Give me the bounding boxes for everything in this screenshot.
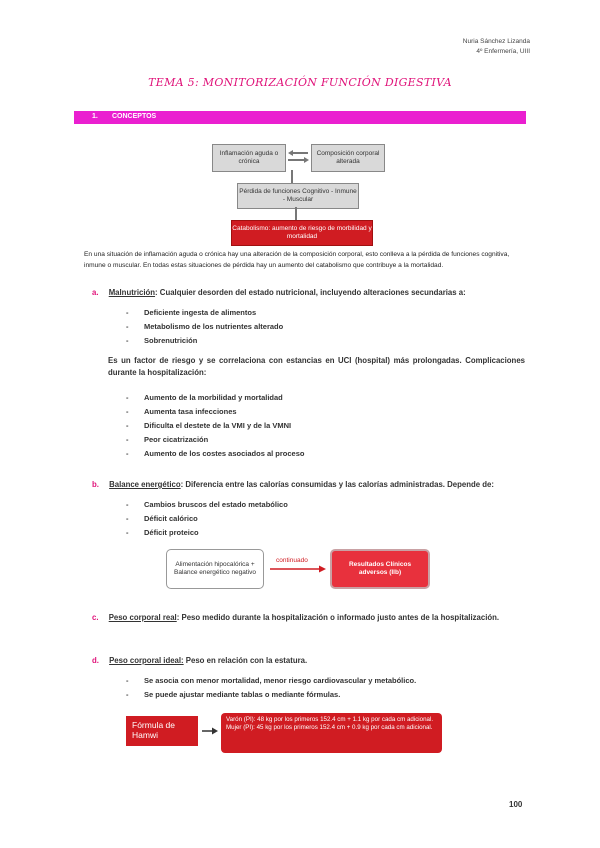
diagram-composition-text: Composición corporal alterada [316, 150, 380, 165]
list-item: - Se asocia con menor mortalidad, menor riesgo cardiovascular y metabólico. [126, 676, 417, 685]
diagram-catabolism-box [231, 220, 373, 246]
header-course: 4º Enfermería, UIII [476, 48, 530, 55]
list-item: - Metabolismo de los nutrientes alterado [126, 322, 284, 331]
header-author: Nuria Sánchez Lizanda [462, 38, 530, 45]
list-item: - Peor cicatrización [126, 435, 209, 444]
down-arrow-icon-2 [291, 207, 301, 221]
item-d-heading [92, 656, 307, 665]
item-a-bullet-list [126, 306, 283, 348]
item-a-definition: : Cualquier desorden del estado nutricional, incluyendo alteraciones secundarias a: [155, 288, 466, 297]
list-item: - Déficit proteico [126, 528, 199, 537]
item-c-paragraph [92, 612, 526, 624]
list-item: - Déficit calórico [126, 514, 198, 523]
item-b-term: Balance energético [109, 480, 181, 489]
intro-paragraph: En una situación de inflamación aguda o crónica hay una alteración de la composición corporal, esto conlleva a la pérdida de funciones cognitiva, inmune o muscular. En todas estas situaciones de pérdida hay un aumento del catabolismo que contribuye a la mortalidad. [84, 251, 510, 269]
item-b-heading [92, 480, 494, 489]
item-a-heading [92, 288, 466, 297]
diagram-adverse-results-box [330, 549, 430, 589]
diagram-inflammation-box [212, 144, 286, 172]
item-d-letter: d. [92, 656, 99, 665]
list-item: - Aumento de la morbilidad y mortalidad [126, 393, 283, 402]
list-item: - Aumenta tasa infecciones [126, 407, 237, 416]
item-a-complications-list [126, 391, 304, 461]
list-item: - Se puede ajustar mediante tablas o mediante fórmulas. [126, 690, 341, 699]
list-item: - Cambios bruscos del estado metabólico [126, 500, 288, 509]
item-d-term: Peso corporal ideal: [109, 656, 184, 665]
list-item: - Aumento de los costes asociados al proceso [126, 449, 305, 458]
item-d-definition: Peso en relación con la estatura. [183, 656, 308, 665]
item-d-bullet-list [126, 674, 416, 702]
formula-label-box [126, 716, 198, 746]
formula-female: Mujer (PI): 45 kg por los primeros 152.4 cm + 0.9 kg por cada cm adicional. [226, 724, 433, 731]
item-c-term: Peso corporal real [108, 613, 177, 622]
section-label: CONCEPTOS [112, 113, 157, 120]
formula-arrow-icon [200, 725, 220, 737]
item-a-text: Es un factor de riesgo y se correlaciona con estancias en UCI (hospital) más prolongadas. Complicaciones durante la hospitalización: [108, 356, 525, 377]
down-arrow-icon [287, 170, 297, 184]
formula-details-box [221, 713, 442, 753]
page-title: TEMA 5: MONITORIZACIÓN FUNCIÓN DIGESTIVA [148, 76, 452, 89]
diagram-hypocaloric-box [166, 549, 264, 589]
list-item: - Sobrenutrición [126, 336, 198, 345]
item-c-definition: : Peso medido durante la hospitalización o informado justo antes de la hospitalización. [176, 613, 500, 622]
item-a-term: Malnutrición [108, 288, 156, 297]
section-bar [74, 111, 526, 124]
diagram-arrow-label: continuado [276, 557, 308, 564]
diagram-hypocaloric-text: Alimentación hipocalórica + Balance energético negativo [173, 561, 257, 576]
diagram-loss-functions-text: Pérdida de funciones Cognitivo - Inmune - Muscular [239, 188, 357, 203]
item-a-letter: a. [92, 288, 99, 297]
list-item: - Deficiente ingesta de alimentos [126, 308, 257, 317]
formula-label: Fórmula de Hamwi [132, 720, 175, 740]
double-arrow-icon [286, 148, 310, 166]
diagram-inflammation-text: Inflamación aguda o crónica [219, 150, 279, 165]
right-arrow-icon [268, 564, 328, 574]
formula-male: Varón (PI): 48 kg por los primeros 152.4 cm + 1.1 kg por cada cm adicional. [226, 716, 434, 723]
item-b-letter: b. [92, 480, 99, 489]
item-b-definition: : Diferencia entre las calorías consumidas y las calorías administradas. Depende de: [180, 480, 494, 489]
diagram-adverse-results-text: Resultados Clínicos adversos (IIb) [348, 561, 412, 576]
list-item: - Dificulta el destete de la VMI y de la VMNI [126, 421, 292, 430]
item-c-letter: c. [92, 613, 99, 622]
diagram-composition-box [311, 144, 385, 172]
section-number: 1. [92, 113, 98, 120]
item-b-bullet-list [126, 498, 288, 540]
page-number: 100 [509, 800, 523, 809]
diagram-catabolism-text: Catabolismo: aumento de riesgo de morbilidad y mortalidad [232, 225, 372, 240]
diagram-loss-functions-box [237, 183, 359, 209]
